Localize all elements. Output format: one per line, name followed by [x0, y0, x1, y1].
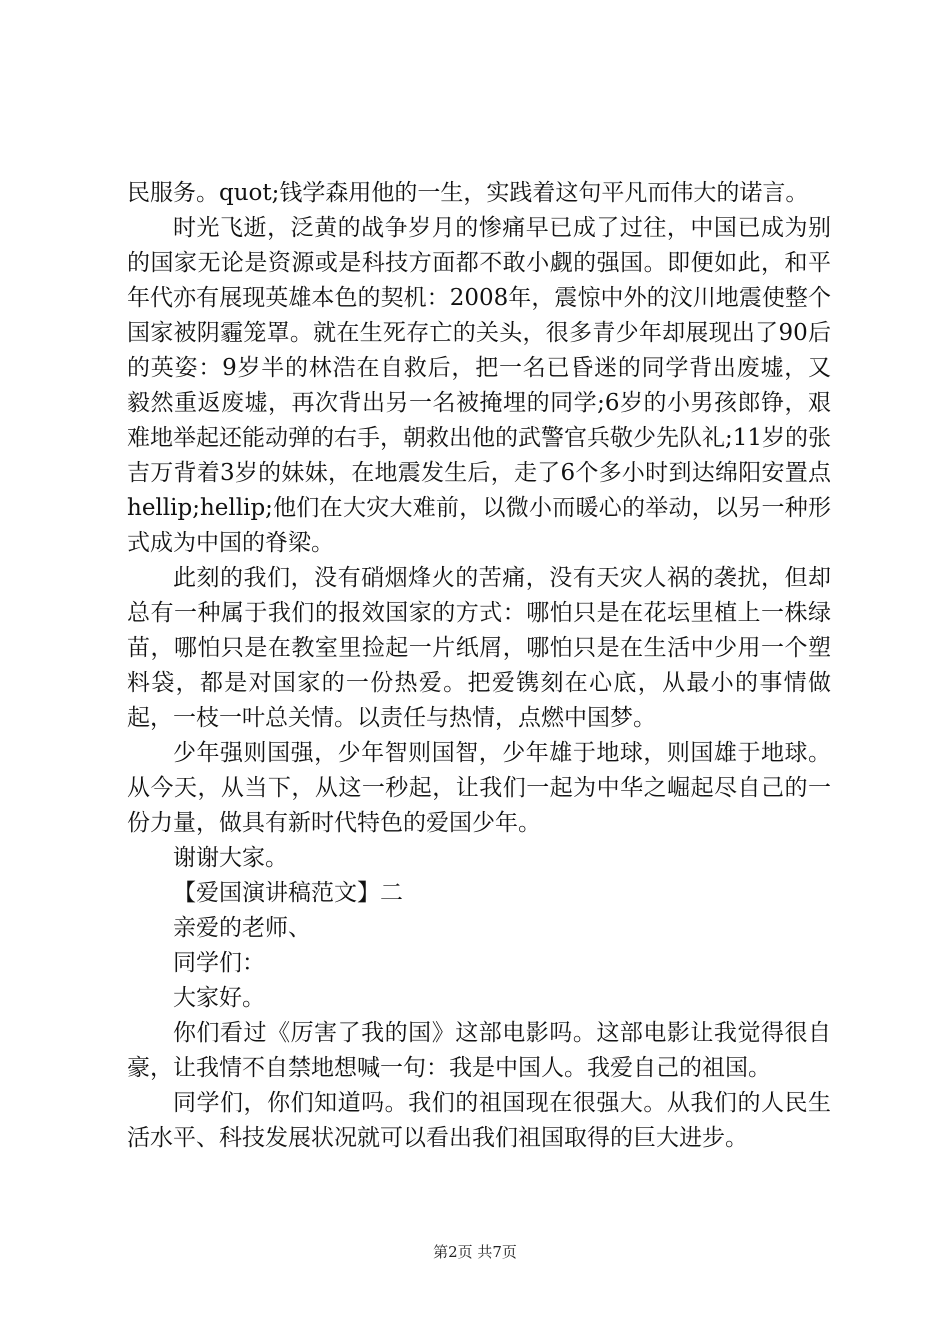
- salutation-line: 同学们：: [173, 950, 265, 976]
- paragraph: 时光飞逝，泛黄的战争岁月的惨痛早已成了过往，中国已成为别的国家无论是资源或是科技方面都不敢小觑的强国。即便如此，和平年代亦有展现英雄本色的契机：2008年，震惊中外的汶川地震使整个国家被阴霾笼罩。就在生死存亡的关头，很多青少年却展现出了90后的英姿：9岁半的林浩在自救后，把一名已昏迷的同学背出废墟，又毅然重返废墟，再次背出另一名被掩埋的同学;6岁的小男孩郎铮，艰难地举起还能动弹的右手，朝救出他的武警官兵敬少先队礼;11岁的张吉万背着3岁的妹妹，在地震发生后，走了6个多小时到达绵阳安置点hellip;hellip;他们在大灾大难前，以微小而暖心的举动，以另一种形式成为中国的脊梁。: [127, 215, 832, 556]
- paragraph: 民服务。quot;钱学森用他的一生，实践着这句平凡而伟大的诺言。: [127, 180, 809, 206]
- paragraph: 谢谢大家。: [173, 845, 288, 871]
- paragraph: 少年强则国强，少年智则国智，少年雄于地球，则国雄于地球。从今天，从当下，从这一秒起，让我们一起为中华之崛起尽自己的一份力量，做具有新时代特色的爱国少年。: [127, 740, 831, 836]
- paragraph: 此刻的我们，没有硝烟烽火的苦痛，没有天灾人祸的袭扰，但却总有一种属于我们的报效国家的方式：哪怕只是在花坛里植上一株绿苗，哪怕只是在教室里捡起一片纸屑，哪怕只是在生活中少用一个塑料袋，都是对国家的一份热爱。把爱镌刻在心底，从最小的事情做起，一枝一叶总关情。以责任与热情，点燃中国梦。: [127, 565, 831, 731]
- section-heading: 【爱国演讲稿范文】二: [173, 880, 403, 906]
- greeting-line: 大家好。: [173, 985, 265, 1011]
- document-body: [127, 176, 831, 1156]
- paragraph: 你们看过《厉害了我的国》这部电影吗。这部电影让我觉得很自豪，让我情不自禁地想喊一句：我是中国人。我爱自己的祖国。: [127, 1020, 831, 1081]
- page-number-footer: 第2页 共7页: [433, 1243, 517, 1261]
- paragraph: 同学们，你们知道吗。我们的祖国现在很强大。从我们的人民生活水平、科技发展状况就可以看出我们祖国取得的巨大进步。: [127, 1090, 831, 1151]
- salutation-line: 亲爱的老师、: [173, 915, 311, 941]
